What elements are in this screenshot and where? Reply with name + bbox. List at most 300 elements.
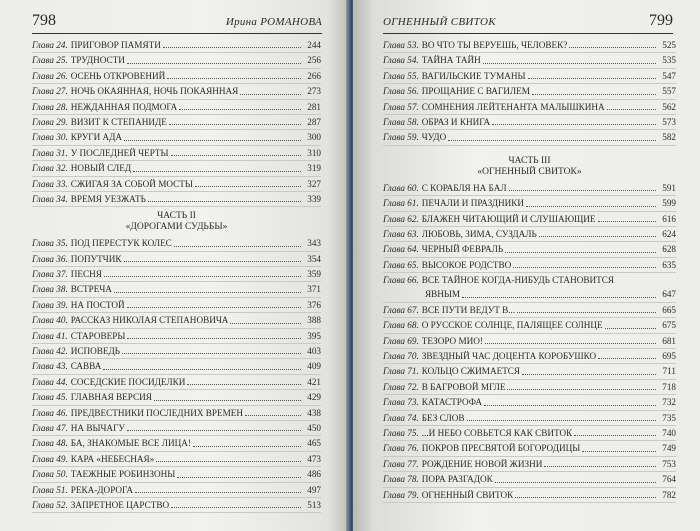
chapter-page: 465 — [307, 438, 321, 449]
chapter-title: ТРУДНОСТИ — [70, 55, 125, 66]
dot-leader — [522, 374, 656, 375]
chapter-page: 599 — [662, 198, 676, 209]
left-page-header — [32, 12, 322, 32]
toc-entry — [32, 146, 321, 161]
toc-entry — [32, 344, 321, 359]
dot-leader — [574, 435, 656, 436]
dot-leader — [148, 201, 301, 202]
chapter-number: Глава 53. — [383, 39, 419, 50]
toc-entry — [383, 472, 676, 487]
dot-leader — [513, 267, 656, 268]
chapter-page: 732 — [662, 397, 676, 408]
chapter-number: Глава 68. — [383, 320, 419, 331]
chapter-title: КАРА «НЕБЕСНАЯ» — [70, 453, 155, 464]
toc-entry — [383, 258, 676, 273]
part-heading — [383, 146, 676, 181]
chapter-page: 675 — [662, 320, 676, 331]
dot-leader — [607, 109, 656, 110]
chapter-page: 665 — [662, 304, 676, 315]
toc-entry — [32, 483, 321, 498]
chapter-number: Глава 52. — [32, 499, 68, 510]
chapter-title: БА, ЗНАКОМЫЕ ВСЕ ЛИЦА! — [70, 438, 191, 449]
chapter-number: Глава 60. — [383, 182, 419, 193]
dot-leader — [240, 94, 301, 95]
toc-entry — [383, 380, 676, 395]
chapter-title: ПОРА РАЗГАДОК — [421, 474, 493, 485]
toc-entry — [32, 329, 321, 344]
dot-leader — [174, 246, 301, 247]
toc-entry — [32, 467, 321, 482]
chapter-title: СОСЕДСКИЕ ПОСИДЕЛКИ — [70, 376, 186, 387]
chapter-number: Глава 57. — [383, 101, 419, 112]
chapter-number: Глава 59. — [383, 132, 419, 143]
toc-group — [32, 38, 321, 207]
chapter-number: Глава 38. — [32, 284, 68, 295]
chapter-page: 740 — [662, 427, 676, 438]
toc-entry — [383, 488, 676, 503]
dot-leader — [485, 343, 656, 344]
chapter-title: ВСТРЕЧА — [70, 284, 112, 295]
chapter-title: В БАГРОВОЙ МГЛЕ — [421, 381, 506, 392]
chapter-page: 681 — [662, 335, 676, 346]
dot-leader — [127, 338, 301, 339]
toc-entry — [383, 181, 676, 196]
chapter-title: У ПОСЛЕДНЕЙ ЧЕРТЫ — [70, 147, 169, 158]
toc-entry — [383, 242, 676, 257]
chapter-number: Глава 29. — [32, 116, 68, 127]
toc-entry — [32, 421, 321, 436]
dot-leader — [133, 171, 301, 172]
chapter-page: 624 — [662, 228, 676, 239]
toc-group — [383, 38, 676, 146]
toc-entry — [383, 395, 676, 410]
part-title: «ДОРОГАМИ СУДЬБЫ» — [125, 222, 228, 233]
chapter-title: ПРИГОВОР ПАМЯТИ — [70, 39, 161, 50]
dot-leader — [462, 297, 656, 298]
header-rule — [383, 33, 673, 34]
chapter-title: ПОД ПЕРЕСТУК КОЛЕС — [70, 238, 172, 249]
page-number: 799 — [649, 12, 673, 29]
chapter-title: РЕКА-ДОРОГА — [70, 484, 133, 495]
chapter-page: 782 — [662, 489, 676, 500]
toc-entry — [383, 130, 676, 145]
chapter-number: Глава 79. — [383, 489, 419, 500]
toc-entry — [383, 273, 676, 287]
chapter-number: Глава 39. — [32, 299, 68, 310]
chapter-number: Глава 66. — [383, 275, 419, 286]
chapter-page: 244 — [307, 39, 321, 50]
chapter-number: Глава 32. — [32, 163, 68, 174]
toc-entry — [32, 375, 321, 390]
chapter-title: ВСЕ ПУТИ ВЕДУТ В... — [421, 304, 516, 315]
chapter-number: Глава 51. — [32, 484, 68, 495]
toc-entry — [32, 53, 321, 68]
chapter-page: 582 — [662, 132, 676, 143]
chapter-number: Глава 40. — [32, 315, 68, 326]
chapter-page: 647 — [662, 289, 676, 300]
chapter-page: 562 — [662, 101, 676, 112]
chapter-page: 535 — [662, 55, 676, 66]
chapter-title: ТАЕЖНЫЕ РОБИНЗОНЫ — [70, 469, 176, 480]
dot-leader — [507, 389, 656, 390]
dot-leader — [492, 124, 656, 125]
toc-entry — [32, 161, 321, 176]
chapter-title: НА ПОСТОЙ — [70, 299, 125, 310]
chapter-page: 256 — [307, 55, 321, 66]
toc-entry — [383, 84, 676, 99]
chapter-title: ВРЕМЯ УЕЗЖАТЬ — [70, 193, 146, 204]
page-number: 798 — [32, 12, 56, 29]
chapter-page: 359 — [307, 269, 321, 280]
toc-entry — [32, 192, 321, 207]
chapter-number: Глава 25. — [32, 55, 68, 66]
chapter-page: 429 — [307, 392, 321, 403]
dot-leader — [245, 415, 301, 416]
chapter-page: 403 — [307, 346, 321, 357]
dot-leader — [127, 307, 301, 308]
toc-entry — [383, 426, 676, 441]
toc-entry — [32, 100, 321, 115]
chapter-page: 573 — [662, 116, 676, 127]
dot-leader — [104, 276, 301, 277]
chapter-title: ОБРАЗ И КНИГА — [421, 116, 491, 127]
chapter-title: ПЕСНЯ — [70, 269, 102, 280]
toc-entry — [32, 267, 321, 282]
toc-entry — [32, 177, 321, 192]
dot-leader — [484, 405, 656, 406]
chapter-page: 635 — [662, 259, 676, 270]
dot-leader — [177, 477, 301, 478]
toc-entry — [32, 452, 321, 467]
dot-leader — [195, 186, 301, 187]
chapter-number: Глава 74. — [383, 412, 419, 423]
chapter-number: Глава 41. — [32, 330, 68, 341]
toc-entry — [383, 457, 676, 472]
chapter-title: ВЫСОКОЕ РОДСТВО — [421, 259, 512, 270]
toc-entry — [32, 313, 321, 328]
chapter-page: 557 — [662, 86, 676, 97]
dot-leader — [179, 109, 301, 110]
chapter-number: Глава 47. — [32, 422, 68, 433]
chapter-number: Глава 73. — [383, 397, 419, 408]
toc-entry — [383, 69, 676, 84]
chapter-number: Глава 70. — [383, 351, 419, 362]
dot-leader — [528, 78, 656, 79]
chapter-number: Глава 78. — [383, 474, 419, 485]
chapter-page: 735 — [662, 412, 676, 423]
dot-leader — [156, 461, 301, 462]
dot-leader — [103, 369, 301, 370]
chapter-title: СОМНЕНИЯ ЛЕЙТЕНАНТА МАЛЫШКИНА — [421, 101, 605, 112]
chapter-title: ВАГИЛЬСКИЕ ТУМАНЫ — [421, 70, 526, 81]
header-rule — [32, 33, 322, 34]
chapter-page: 616 — [662, 213, 676, 224]
part-heading — [32, 207, 321, 236]
dot-leader — [509, 190, 656, 191]
chapter-page: 409 — [307, 361, 321, 372]
dot-leader — [193, 446, 301, 447]
dot-leader — [505, 252, 656, 253]
chapter-page: 764 — [662, 474, 676, 485]
chapter-title: ИСПОВЕДЬ — [70, 346, 121, 357]
chapter-number: Глава 37. — [32, 269, 68, 280]
chapter-number: Глава 56. — [383, 86, 419, 97]
chapter-number: Глава 28. — [32, 101, 68, 112]
chapter-title: ОСЕНЬ ОТКРОВЕНИЙ — [70, 70, 166, 81]
dot-leader — [598, 358, 656, 359]
dot-leader — [171, 507, 301, 508]
chapter-title: НЕЖДАННАЯ ПОДМОГА — [70, 101, 178, 112]
chapter-number: Глава 44. — [32, 376, 68, 387]
dot-leader — [169, 124, 301, 125]
chapter-page: 513 — [307, 499, 321, 510]
toc-entry — [383, 100, 676, 115]
dot-leader — [544, 466, 656, 467]
chapter-number: Глава 49. — [32, 453, 68, 464]
toc-entry — [32, 236, 321, 251]
chapter-page: 591 — [662, 182, 676, 193]
chapter-page: 450 — [307, 422, 321, 433]
chapter-number: Глава 63. — [383, 228, 419, 239]
chapter-page: 388 — [307, 315, 321, 326]
chapter-title: ЧУДО — [421, 132, 447, 143]
chapter-title: БЕЗ СЛОВ — [421, 412, 465, 423]
chapter-page: 438 — [307, 407, 321, 418]
chapter-number: Глава 36. — [32, 253, 68, 264]
chapter-title: КОЛЬЦО СЖИМАЕТСЯ — [421, 366, 521, 377]
chapter-page: 525 — [662, 39, 676, 50]
dot-leader — [114, 292, 301, 293]
dot-leader — [127, 63, 301, 64]
chapter-number: Глава 58. — [383, 116, 419, 127]
chapter-title: ОГНЕННЫЙ СВИТОК — [421, 489, 514, 500]
chapter-number: Глава 72. — [383, 381, 419, 392]
toc-group — [32, 236, 321, 513]
chapter-title: ЗАПРЕТНОЕ ЦАРСТВО — [70, 499, 170, 510]
toc-entry — [32, 115, 321, 130]
chapter-page: 486 — [307, 469, 321, 480]
chapter-number: Глава 42. — [32, 346, 68, 357]
chapter-title: СЖИГАЯ ЗА СОБОЙ МОСТЫ — [70, 178, 193, 189]
toc-entry — [383, 115, 676, 130]
toc-entry — [32, 390, 321, 405]
chapter-page: 300 — [307, 132, 321, 143]
toc-entry — [32, 130, 321, 145]
chapter-title: РОЖДЕНИЕ НОВОЙ ЖИЗНИ — [421, 458, 543, 469]
part-label: ЧАСТЬ III — [508, 155, 551, 166]
chapter-page: 273 — [307, 86, 321, 97]
part-title: «ОГНЕННЫЙ СВИТОК» — [477, 166, 582, 177]
running-head-title: ОГНЕННЫЙ СВИТОК — [383, 16, 496, 28]
toc-entry — [383, 349, 676, 364]
dot-leader — [135, 492, 301, 493]
chapter-title: КРУГИ АДА — [70, 132, 123, 143]
chapter-title: ПРЕДВЕСТНИКИ ПОСЛЕДНИХ ВРЕМЕН — [70, 407, 244, 418]
dot-leader — [122, 353, 301, 354]
toc-list — [383, 38, 676, 503]
toc-entry — [32, 436, 321, 451]
toc-entry — [32, 84, 321, 99]
chapter-page: 266 — [307, 70, 321, 81]
dot-leader — [187, 384, 301, 385]
toc-entry — [32, 282, 321, 297]
chapter-title: ТЕЗОРО МИО! — [421, 335, 483, 346]
chapter-page: 310 — [307, 147, 321, 158]
running-head-author: Ирина РОМАНОВА — [225, 16, 322, 28]
chapter-number: Глава 50. — [32, 469, 68, 480]
left-page — [0, 0, 349, 531]
chapter-number: Глава 33. — [32, 178, 68, 189]
dot-leader — [532, 94, 656, 95]
chapter-number: Глава 48. — [32, 438, 68, 449]
dot-leader — [230, 323, 301, 324]
dot-leader — [526, 206, 656, 207]
chapter-number: Глава 76. — [383, 443, 419, 454]
chapter-page: 281 — [307, 101, 321, 112]
chapter-number: Глава 43. — [32, 361, 68, 372]
chapter-title: БЛАЖЕН ЧИТАЮЩИЙ И СЛУШАЮЩИЕ — [421, 213, 596, 224]
chapter-number: Глава 61. — [383, 198, 419, 209]
chapter-page: 287 — [307, 116, 321, 127]
chapter-number: Глава 26. — [32, 70, 68, 81]
chapter-page: 376 — [307, 299, 321, 310]
chapter-title: ВИЗИТ К СТЕПАНИДЕ — [70, 116, 167, 127]
toc-list — [32, 38, 321, 513]
toc-entry — [383, 303, 676, 318]
chapter-title: ПОПУТЧИК — [70, 253, 122, 264]
toc-entry — [383, 411, 676, 426]
dot-leader — [124, 261, 301, 262]
chapter-title: ЧЕРНЫЙ ФЕВРАЛЬ — [421, 244, 504, 255]
chapter-page: 354 — [307, 253, 321, 264]
chapter-number: Глава 35. — [32, 238, 68, 249]
chapter-number: Глава 71. — [383, 366, 419, 377]
dot-leader — [163, 47, 301, 48]
chapter-page: 628 — [662, 244, 676, 255]
dot-leader — [598, 221, 656, 222]
chapter-number: Глава 31. — [32, 147, 68, 158]
chapter-title: НОВЫЙ СЛЕД — [70, 163, 132, 174]
toc-entry — [383, 196, 676, 211]
chapter-title: ЛЮБОВЬ, ЗИМА, СУЗДАЛЬ — [421, 228, 537, 239]
chapter-title: С КОРАБЛЯ НА БАЛ — [421, 182, 507, 193]
chapter-number: Глава 54. — [383, 55, 419, 66]
toc-entry — [383, 334, 676, 349]
chapter-title: НОЧЬ ОКАЯННАЯ, НОЧЬ ПОКАЯННАЯ — [70, 86, 239, 97]
chapter-number: Глава 55. — [383, 70, 419, 81]
chapter-number: Глава 75. — [383, 427, 419, 438]
dot-leader — [467, 420, 656, 421]
toc-entry — [32, 298, 321, 313]
chapter-page: 711 — [662, 366, 676, 377]
chapter-number: Глава 67. — [383, 304, 419, 315]
toc-entry — [383, 212, 676, 227]
toc-entry — [383, 364, 676, 379]
chapter-page: 497 — [307, 484, 321, 495]
chapter-title: НА ВЫЧАГУ — [70, 422, 125, 433]
toc-entry — [32, 38, 321, 53]
chapter-page: 421 — [307, 376, 321, 387]
dot-leader — [495, 482, 656, 483]
chapter-page: 749 — [662, 443, 676, 454]
toc-entry-continuation — [383, 287, 676, 302]
part-label: ЧАСТЬ II — [157, 211, 196, 222]
chapter-number: Глава 46. — [32, 407, 68, 418]
dot-leader — [171, 155, 301, 156]
chapter-number: Глава 62. — [383, 213, 419, 224]
chapter-title: ЗВЕЗДНЫЙ ЧАС ДОЦЕНТА КОРОБУШКО — [421, 351, 597, 362]
toc-entry — [32, 359, 321, 374]
chapter-title: ВО ЧТО ТЫ ВЕРУЕШЬ, ЧЕЛОВЕК? — [421, 39, 568, 50]
dot-leader — [167, 78, 301, 79]
dot-leader — [582, 451, 656, 452]
chapter-number: Глава 65. — [383, 259, 419, 270]
dot-leader — [127, 430, 301, 431]
chapter-title: ПОКРОВ ПРЕСВЯТОЙ БОГОРОДИЦЫ — [421, 443, 581, 454]
chapter-title: О РУССКОЕ СОЛНЦЕ, ПАЛЯЩЕЕ СОЛНЦЕ — [421, 320, 603, 331]
chapter-page: 339 — [307, 193, 321, 204]
chapter-page: 547 — [662, 70, 676, 81]
dot-leader — [154, 400, 301, 401]
toc-entry — [32, 406, 321, 421]
chapter-title: ГЛАВНАЯ ВЕРСИЯ — [70, 392, 152, 403]
dot-leader — [124, 140, 301, 141]
chapter-title: ПЕЧАЛИ И ПРАЗДНИКИ — [421, 198, 525, 209]
dot-leader — [605, 328, 656, 329]
toc-entry — [32, 69, 321, 84]
chapter-number: Глава 34. — [32, 193, 68, 204]
toc-entry — [32, 252, 321, 267]
chapter-title: КАТАСТРОФА — [421, 397, 483, 408]
chapter-page: 695 — [662, 351, 676, 362]
chapter-number: Глава 64. — [383, 244, 419, 255]
chapter-number: Глава 24. — [32, 39, 68, 50]
toc-entry — [383, 53, 676, 68]
chapter-number: Глава 45. — [32, 392, 68, 403]
chapter-number: Глава 69. — [383, 335, 419, 346]
chapter-number: Глава 27. — [32, 86, 68, 97]
toc-entry — [383, 227, 676, 242]
dot-leader — [448, 140, 656, 141]
chapter-page: 718 — [662, 381, 676, 392]
chapter-title: ТАЙНА ТАЙН — [421, 55, 481, 66]
chapter-page: 395 — [307, 330, 321, 341]
chapter-page: 319 — [307, 163, 321, 174]
toc-entry — [383, 318, 676, 333]
dot-leader — [539, 236, 656, 237]
dot-leader — [569, 47, 656, 48]
dot-leader — [515, 497, 656, 498]
toc-entry — [383, 38, 676, 53]
chapter-page: 327 — [307, 178, 321, 189]
right-page-header — [383, 12, 673, 32]
toc-group — [383, 181, 676, 503]
toc-entry — [383, 441, 676, 456]
chapter-page: 473 — [307, 453, 321, 464]
toc-entry — [32, 498, 321, 513]
chapter-title: РАССКАЗ НИКОЛАЯ СТЕПАНОВИЧА — [70, 315, 229, 326]
chapter-page: 343 — [307, 238, 321, 249]
chapter-number: Глава 77. — [383, 458, 419, 469]
chapter-title: ПРОЩАНИЕ С ВАГИЛЕМ — [421, 86, 530, 97]
chapter-page: 371 — [307, 284, 321, 295]
dot-leader — [483, 63, 656, 64]
chapter-title: ...И НЕБО СОВЬЕТСЯ КАК СВИТОК — [421, 427, 573, 438]
chapter-title: САВВА — [70, 361, 102, 372]
chapter-title-continuation: ЯВНЫМ — [425, 289, 461, 300]
chapter-number: Глава 30. — [32, 132, 68, 143]
chapter-title: ВСЕ ТАЙНОЕ КОГДА-НИБУДЬ СТАНОВИТСЯ — [421, 275, 614, 286]
